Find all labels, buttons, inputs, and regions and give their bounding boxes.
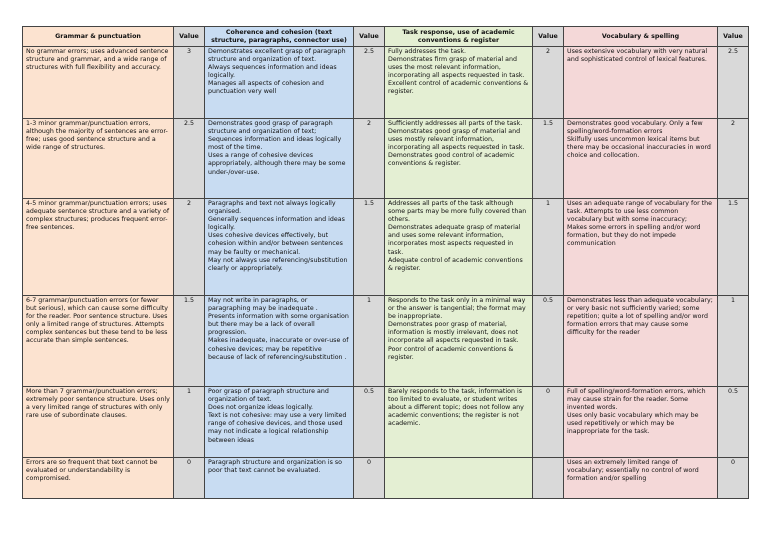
table-row [23, 199, 749, 296]
header-task: Task response, use of academic conventions & register [385, 27, 533, 47]
header-coherence: Coherence and cohesion (text structure, paragraphs, connector use) [205, 27, 354, 47]
cell-vocab: Full of spelling/word-formation errors, which may cause strain for the reader. Some invented words. Uses only basic vocabulary which may be used repetitively or which may be inappropriate for the task. [564, 387, 718, 458]
cell-coherence: May not write in paragraphs, or paragraphing may be inadequate . Presents information with some organisation but there may be a lack of overall progression. Makes inadequate, inaccurate or over-use of cohesive devices; may be repetitive because of lack of referencing/substitution . [205, 296, 354, 387]
cell-grammar: More than 7 grammar/punctuation errors; extremely poor sentence structure. Uses only a very limited range of structures with only rare use of subordinate clauses. [23, 387, 174, 458]
header-value-3: Value [533, 27, 564, 47]
cell-task: Fully addresses the task. Demonstrates firm grasp of material and uses the most relevant information, incorporating all aspects requested in task. Excellent control of academic conventions & register. [385, 47, 533, 119]
cell-value-2: 1.5 [354, 199, 385, 296]
table-row [23, 296, 749, 387]
cell-value-4: 2.5 [718, 47, 749, 119]
cell-grammar: 6-7 grammar/punctuation errors (or fewer but serious), which can cause some difficulty for the reader. Poor sentence structure. Uses only a limited range of structures. Attempts complex sentences but these tend to be less accurate than simple sentences. [23, 296, 174, 387]
cell-vocab: Uses an extremely limited range of vocabulary; essentially no control of word formation and/or spelling [564, 458, 718, 499]
cell-task: Sufficiently addresses all parts of the task. Demonstrates good grasp of material and uses mostly relevant information, incorporating all aspects requested in task. Demonstrates good control of academic conventions & register. [385, 119, 533, 199]
cell-vocab: Uses extensive vocabulary with very natural and sophisticated control of lexical features. [564, 47, 718, 119]
header-vocab: Vocabulary & spelling [564, 27, 718, 47]
header-value-2: Value [354, 27, 385, 47]
cell-coherence: Demonstrates excellent grasp of paragraph structure and organization of text. Always sequences information and ideas logically. Manages all aspects of cohesion and punctuation very well [205, 47, 354, 119]
cell-value-1: 2.5 [174, 119, 205, 199]
cell-coherence: Poor grasp of paragraph structure and organization of text. Does not organize ideas logically. Text is not cohesive: may use a very limited range of cohesive devices, and those used may not indicate a logical relationship between ideas [205, 387, 354, 458]
cell-value-1: 3 [174, 47, 205, 119]
cell-grammar: 4-5 minor grammar/punctuation errors; uses adequate sentence structure and a variety of complex structures; produces frequent error-free sentences. [23, 199, 174, 296]
cell-coherence: Demonstrates good grasp of paragraph structure and organization of text; Sequences information and ideas logically most of the time. Uses a range of cohesive devices appropriately, although there may be some under-/over-use. [205, 119, 354, 199]
cell-coherence: Paragraphs and text not always logically organised. Generally sequences information and ideas logically. Uses cohesive devices effectively, but cohesion within and/or between sentences may be faulty or mechanical. May not always use referencing/substitution clearly or appropriately. [205, 199, 354, 296]
cell-value-3: 1 [533, 199, 564, 296]
cell-value-4: 1.5 [718, 199, 749, 296]
cell-value-4: 0 [718, 458, 749, 499]
cell-value-1: 1 [174, 387, 205, 458]
cell-value-3 [533, 458, 564, 499]
rubric-table [22, 26, 749, 499]
cell-value-2: 0 [354, 458, 385, 499]
cell-value-2: 2 [354, 119, 385, 199]
cell-vocab: Uses an adequate range of vocabulary for the task. Attempts to use less common vocabulary but with some inaccuracy; Makes some errors in spelling and/or word formation, but they do not impede communication [564, 199, 718, 296]
cell-value-4: 0.5 [718, 387, 749, 458]
cell-coherence: Paragraph structure and organization is so poor that text cannot be evaluated. [205, 458, 354, 499]
cell-grammar: 1-3 minor grammar/punctuation errors, although the majority of sentences are error-free; uses good sentence structure and a wide range of structures. [23, 119, 174, 199]
cell-value-1: 0 [174, 458, 205, 499]
cell-value-4: 2 [718, 119, 749, 199]
cell-vocab: Demonstrates good vocabulary. Only a few spelling/word-formation errors Skilfully uses uncommon lexical items but there may be occasional inaccuracies in word choice and collocation. [564, 119, 718, 199]
cell-value-3: 1.5 [533, 119, 564, 199]
rubric-table-wrapper [22, 26, 749, 499]
cell-task: Addresses all parts of the task although some parts may be more fully covered than others. Demonstrates adequate grasp of material and uses some relevant information, incorporates most aspects requested in task. Adequate control of academic conventions & register. [385, 199, 533, 296]
table-row [23, 458, 749, 499]
cell-value-1: 2 [174, 199, 205, 296]
header-row [23, 27, 749, 47]
cell-value-2: 0.5 [354, 387, 385, 458]
cell-vocab: Demonstrates less than adequate vocabulary; or very basic not sufficiently varied; some repetition; quite a lot of spelling and/or word formation errors that may cause some difficulty for the reader [564, 296, 718, 387]
table-row [23, 47, 749, 119]
cell-value-3: 0 [533, 387, 564, 458]
cell-task: Responds to the task only in a minimal way or the answer is tangential; the format may be inappropriate. Demonstrates poor grasp of material, information is mostly irrelevant, does not incorporate all aspects requested in task. Poor control of academic conventions & register. [385, 296, 533, 387]
cell-task [385, 458, 533, 499]
cell-value-2: 1 [354, 296, 385, 387]
cell-value-3: 0.5 [533, 296, 564, 387]
header-grammar: Grammar & punctuation [23, 27, 174, 47]
header-value-4: Value [718, 27, 749, 47]
table-row [23, 387, 749, 458]
cell-grammar: No grammar errors; uses advanced sentence structure and grammar, and a wide range of structures with full flexibility and accuracy. [23, 47, 174, 119]
cell-task: Barely responds to the task, information is too limited to evaluate, or student writes about a different topic; does not follow any academic conventions; the register is not academic. [385, 387, 533, 458]
table-row [23, 119, 749, 199]
header-value-1: Value [174, 27, 205, 47]
cell-grammar: Errors are so frequent that text cannot be evaluated or understandability is compromised. [23, 458, 174, 499]
cell-value-2: 2.5 [354, 47, 385, 119]
cell-value-1: 1.5 [174, 296, 205, 387]
cell-value-4: 1 [718, 296, 749, 387]
cell-value-3: 2 [533, 47, 564, 119]
